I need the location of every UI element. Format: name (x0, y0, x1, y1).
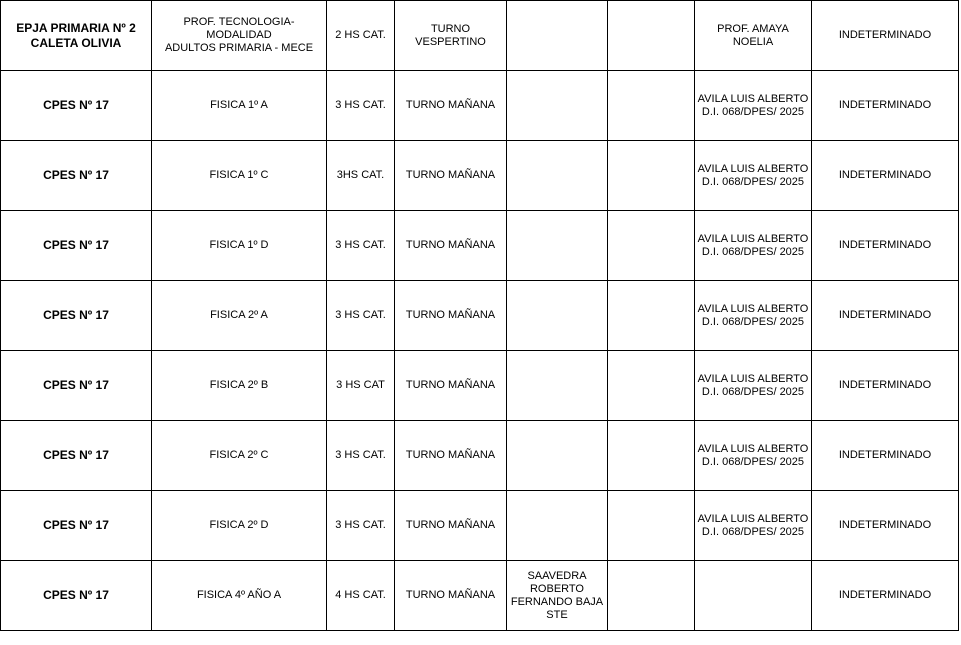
notes-cell (507, 351, 608, 421)
teacher-cell (695, 561, 812, 631)
subject-cell: FISICA 2º D (152, 491, 327, 561)
teacher-cell: AVILA LUIS ALBERTO D.I. 068/DPES/ 2025 (695, 351, 812, 421)
shift-cell: TURNO MAÑANA (395, 351, 507, 421)
shift-cell: TURNO MAÑANA (395, 211, 507, 281)
subject-cell: FISICA 2º B (152, 351, 327, 421)
teacher-cell: AVILA LUIS ALBERTO D.I. 068/DPES/ 2025 (695, 281, 812, 351)
table-row (1, 491, 959, 561)
blank-cell (608, 491, 695, 561)
teacher-cell: AVILA LUIS ALBERTO D.I. 068/DPES/ 2025 (695, 141, 812, 211)
blank-cell (608, 211, 695, 281)
table-row (1, 1, 959, 71)
teacher-cell: PROF. AMAYA NOELIA (695, 1, 812, 71)
table-row (1, 211, 959, 281)
subject-cell: FISICA 2º A (152, 281, 327, 351)
shift-cell: TURNO MAÑANA (395, 491, 507, 561)
school-cell: CPES Nº 17 (1, 141, 152, 211)
shift-cell: TURNO MAÑANA (395, 71, 507, 141)
table-row (1, 141, 959, 211)
notes-cell (507, 1, 608, 71)
hours-cell: 3HS CAT. (327, 141, 395, 211)
subject-cell: FISICA 4º AÑO A (152, 561, 327, 631)
status-cell: INDETERMINADO (812, 281, 959, 351)
status-cell: INDETERMINADO (812, 351, 959, 421)
shift-cell: TURNO MAÑANA (395, 141, 507, 211)
hours-cell: 4 HS CAT. (327, 561, 395, 631)
blank-cell (608, 351, 695, 421)
status-cell: INDETERMINADO (812, 1, 959, 71)
blank-cell (608, 141, 695, 211)
blank-cell (608, 1, 695, 71)
table-row (1, 281, 959, 351)
school-cell: CPES Nº 17 (1, 351, 152, 421)
shift-cell: TURNO MAÑANA (395, 281, 507, 351)
hours-cell: 3 HS CAT. (327, 491, 395, 561)
notes-cell (507, 211, 608, 281)
status-cell: INDETERMINADO (812, 211, 959, 281)
teacher-cell: AVILA LUIS ALBERTO D.I. 068/DPES/ 2025 (695, 71, 812, 141)
subject-cell: FISICA 2º C (152, 421, 327, 491)
blank-cell (608, 561, 695, 631)
hours-cell: 2 HS CAT. (327, 1, 395, 71)
school-cell: CPES Nº 17 (1, 71, 152, 141)
hours-cell: 3 HS CAT. (327, 71, 395, 141)
school-cell: CPES Nº 17 (1, 421, 152, 491)
table-row (1, 561, 959, 631)
blank-cell (608, 71, 695, 141)
hours-cell: 3 HS CAT. (327, 421, 395, 491)
subject-cell: FISICA 1º C (152, 141, 327, 211)
notes-cell (507, 71, 608, 141)
blank-cell (608, 421, 695, 491)
teacher-cell: AVILA LUIS ALBERTO D.I. 068/DPES/ 2025 (695, 211, 812, 281)
hours-cell: 3 HS CAT. (327, 281, 395, 351)
table-row (1, 71, 959, 141)
notes-cell (507, 281, 608, 351)
school-cell: CPES Nº 17 (1, 211, 152, 281)
shift-cell: TURNO MAÑANA (395, 421, 507, 491)
notes-cell: SAAVEDRA ROBERTO FERNANDO BAJA STE (507, 561, 608, 631)
table-row (1, 351, 959, 421)
status-cell: INDETERMINADO (812, 71, 959, 141)
status-cell: INDETERMINADO (812, 561, 959, 631)
school-cell: CPES Nº 17 (1, 281, 152, 351)
hours-cell: 3 HS CAT (327, 351, 395, 421)
notes-cell (507, 141, 608, 211)
teacher-cell: AVILA LUIS ALBERTO D.I. 068/DPES/ 2025 (695, 421, 812, 491)
table-row (1, 421, 959, 491)
teacher-cell: AVILA LUIS ALBERTO D.I. 068/DPES/ 2025 (695, 491, 812, 561)
school-cell: CPES Nº 17 (1, 491, 152, 561)
subject-cell: PROF. TECNOLOGIA- MODALIDAD ADULTOS PRIMARIA - MECE (152, 1, 327, 71)
status-cell: INDETERMINADO (812, 141, 959, 211)
subject-cell: FISICA 1º A (152, 71, 327, 141)
school-cell: CPES Nº 17 (1, 561, 152, 631)
blank-cell (608, 281, 695, 351)
subject-cell: FISICA 1º D (152, 211, 327, 281)
shift-cell: TURNO MAÑANA (395, 561, 507, 631)
notes-cell (507, 491, 608, 561)
hours-cell: 3 HS CAT. (327, 211, 395, 281)
notes-cell (507, 421, 608, 491)
status-cell: INDETERMINADO (812, 421, 959, 491)
shift-cell: TURNO VESPERTINO (395, 1, 507, 71)
status-cell: INDETERMINADO (812, 491, 959, 561)
school-cell: EPJA PRIMARIA Nº 2 CALETA OLIVIA (1, 1, 152, 71)
